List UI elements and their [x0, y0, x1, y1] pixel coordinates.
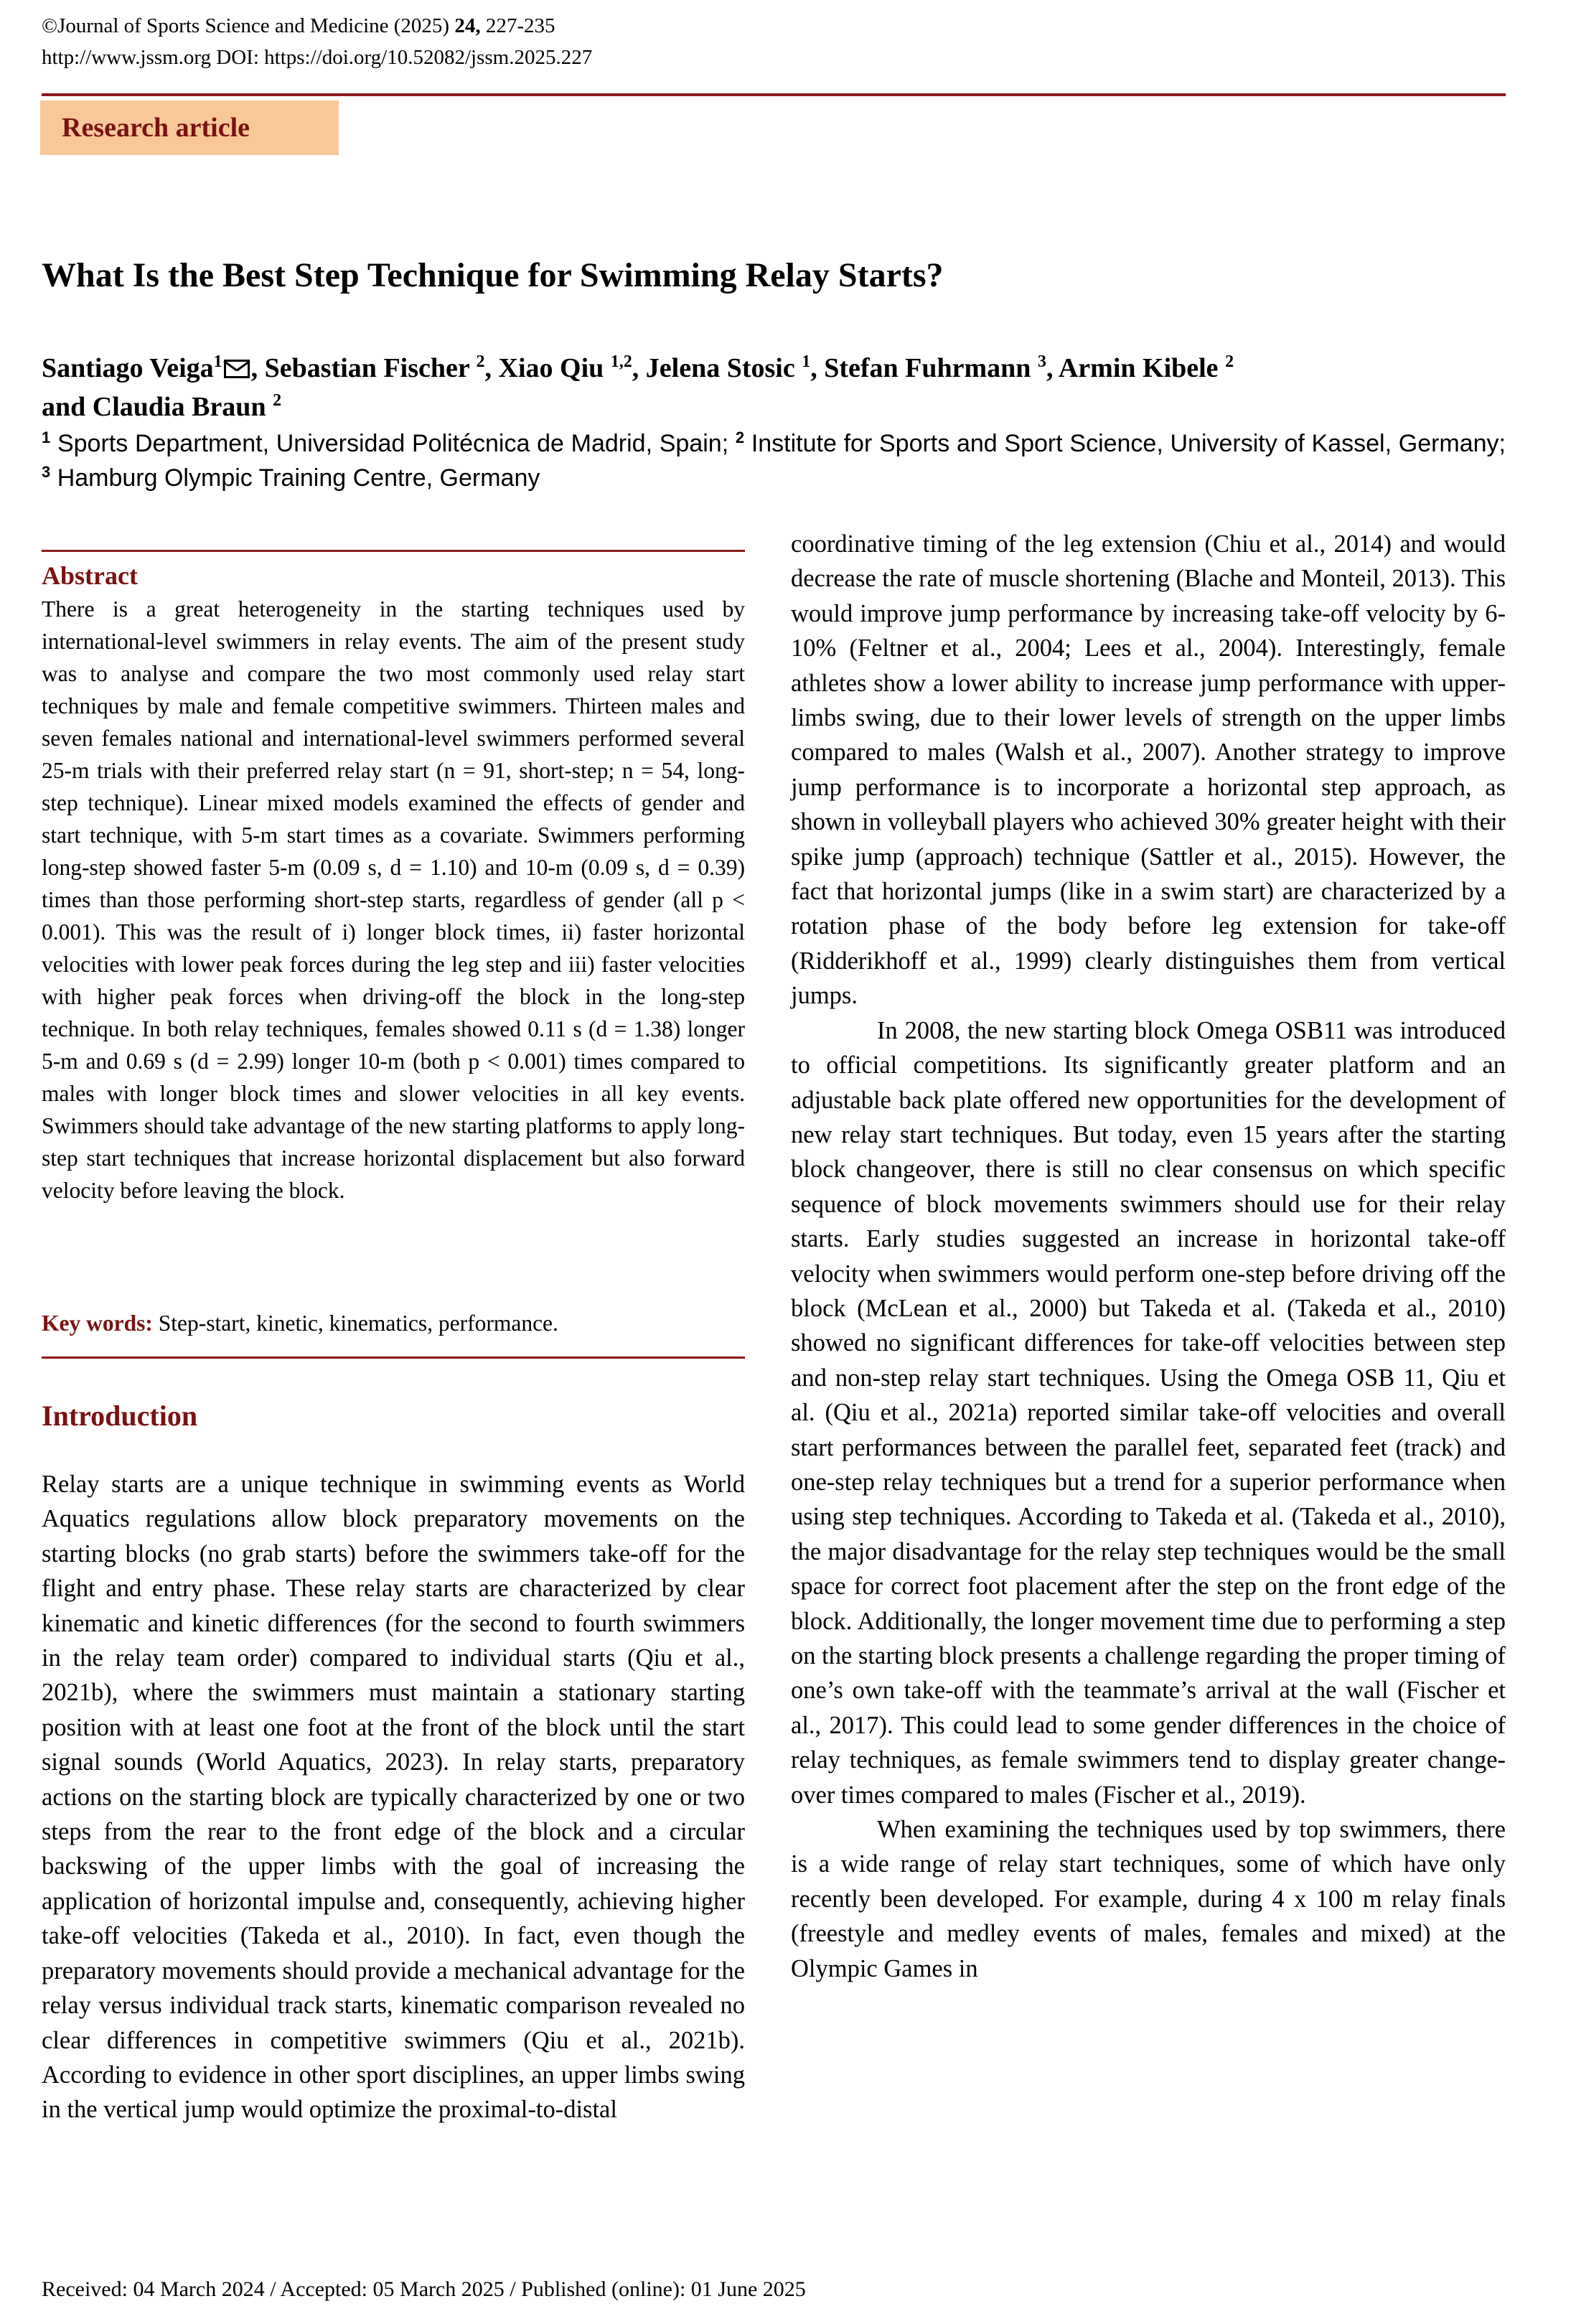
affiliations: [42, 426, 1506, 495]
author-affiliation-ref: 1: [802, 352, 811, 371]
abstract-bottom-rule: [42, 1357, 745, 1359]
author-affiliation-ref: 3: [1037, 352, 1046, 371]
right-column: [791, 527, 1506, 1986]
body-paragraph: Relay starts are a unique technique in swimming events as World Aquatics regulations allow block preparatory movements on the starting blocks (no grab starts) before the swimmers take-off for the flight and entry phase. These relay starts are characterized by clear kinematic and kinetic differences (for the second to fourth swimmers in the relay team order) compared to individual starts (Qiu et al., 2021b), where the swimmers must maintain a stationary starting position with at least one foot at the front of the block until the start signal sounds (World Aquatics, 2023). In relay starts, preparatory actions on the starting block are typically characterized by one or two steps from the rear to the front edge of the block and a circular backswing of the upper limbs with the goal of increasing the application of horizontal impulse and, consequently, achieving higher take-off velocities (Takeda et al., 2010). In fact, even though the preparatory movements should provide a mechanical advantage for the relay versus individual track starts, kinematic comparison revealed no clear differences in competitive swimmers (Qiu et al., 2021b). According to evidence in other sport disciplines, an upper limbs swing in the vertical jump would optimize the proximal-to-distal: [42, 1471, 745, 2124]
article-title: What Is the Best Step Technique for Swimming Relay Starts?: [42, 256, 944, 294]
author-affiliation-ref: 2: [1225, 352, 1234, 371]
affiliation-text: Hamburg Olympic Training Centre, Germany: [50, 464, 540, 492]
author-list: [42, 349, 1520, 426]
author-name: , Stefan Fuhrmann: [810, 353, 1038, 383]
author-name: , Sebastian Fischer: [250, 353, 477, 383]
author-affiliation-ref: 1,2: [610, 352, 632, 371]
body-paragraph: In 2008, the new starting block Omega OSB11 was introduced to official competitions. Its significantly greater platform and an adjustable back plate offered new opportunities for the development of new relay start techniques. But today, even 15 years after the starting block changeover, there is still no clear consensus on which specific sequence of block movements swimmers should use for their relay starts. Early studies suggested an increase in horizontal take-off velocity when swimmers would perform one-step before driving off the block (McLean et al., 2000) but Takeda et al. (Takeda et al., 2010) showed no significant differences for take-off velocities between step and non-step relay start techniques. Using the Omega OSB 11, Qiu et al. (Qiu et al., 2021a) reported similar take-off velocities and overall start performances between the parallel feet, separated feet (track) and one-step relay techniques but a trend for a superior performance when using step techniques. According to Takeda et al. (Takeda et al., 2010), the major disadvantage for the relay step techniques would be the small space for correct foot placement after the step on the front edge of the block. Additionally, the longer movement time due to performing a step on the starting block presents a challenge regarding the proper timing of one’s own take-off with the teammate’s arrival at the wall (Fischer et al., 2017). This could lead to some gender differences in the choice of relay techniques, as female swimmers tend to display greater change-over times compared to males (Fischer et al., 2019).: [791, 1016, 1506, 1809]
left-column: [42, 1467, 745, 2127]
keywords: [42, 1308, 558, 1339]
abstract-top-rule: [42, 550, 745, 552]
header-rule: [42, 93, 1506, 96]
body-paragraph: coordinative timing of the leg extension (Chiu et al., 2014) and would decrease the rate of muscle shortening (Blache and Monteil, 2013). This would improve jump performance by increasing take-off velocity by 6-10% (Feltner et al., 2004; Lees et al., 2004). Interestingly, female athletes show a lower ability to increase jump performance with upper-limbs swing, due to their lower levels of strength on the upper limbs compared to males (Walsh et al., 2007). Another strategy to improve jump performance is to incorporate a horizontal step approach, as shown in volleyball players who achieved 30% greater height with their spike jump (approach) technique (Sattler et al., 2015). However, the fact that horizontal jumps (like in a swim start) are characterized by a rotation phase of the body before leg extension for take-off (Ridderikhoff et al., 1999) clearly distinguishes them from vertical jumps.: [791, 530, 1506, 1010]
keywords-label: Key words:: [42, 1311, 153, 1336]
author-affiliation-ref: 2: [273, 391, 282, 410]
doi-line[interactable]: http://www.jssm.org DOI: https://doi.org/10.52082/jssm.2025.227: [42, 46, 593, 69]
envelope-icon[interactable]: [224, 360, 250, 378]
abstract-text: There is a great heterogeneity in the starting techniques used by international-level swimmers in relay events. The aim of the present study was to analyse and compare the two most commonly used relay start techniques by male and female competitive swimmers. Thirteen males and seven females national and international-level swimmers performed several 25-m trials with their preferred relay start (n = 91, short-step; n = 54, long-step technique). Linear mixed models examined the effects of gender and start technique, with 5-m start times as a covariate. Swimmers performing long-step showed faster 5-m (0.09 s, d = 1.10) and 10-m (0.09 s, d = 0.39) times than those performing short-step starts, regardless of gender (all p < 0.001). This was the result of i) longer block times, ii) faster horizontal velocities with lower peak forces during the leg step and iii) faster velocities with higher peak forces when driving-off the block in the long-step technique. In both relay techniques, females showed 0.11 s (d = 1.38) longer 5-m and 0.69 s (d = 2.99) longer 10-m (both p < 0.001) times compared to males with longer block times and slower velocities in all key events. Swimmers should take advantage of the new starting platforms to apply long-step start techniques that increase horizontal displacement but also forward velocity before leaving the block.: [42, 596, 745, 1203]
affiliation-number: 1: [42, 428, 51, 446]
author-name: , Xiao Qiu: [484, 353, 611, 383]
journal-citation: ©Journal of Sports Science and Medicine (2025) 24, 227-235: [42, 14, 555, 37]
author-name: Santiago Veiga: [42, 353, 214, 383]
affiliation-number: 2: [735, 428, 745, 446]
author-name: , Jelena Stosic: [632, 353, 802, 383]
author-affiliation-ref: 1: [213, 352, 222, 371]
author-affiliation-ref: 2: [476, 352, 485, 371]
article-type-badge: Research article: [40, 100, 339, 155]
affiliation-text: Sports Department, Universidad Politécnica de Madrid, Spain;: [50, 430, 736, 457]
journal-header: [42, 10, 592, 73]
section-heading-introduction: Introduction: [42, 1400, 198, 1432]
author-name: , Armin Kibele: [1046, 353, 1226, 383]
body-paragraph: When examining the techniques used by top swimmers, there is a wide range of relay start techniques, some of which have only recently been developed. For example, during 4 x 100 m relay finals (freestyle and medley events of males, females and mixed) at the Olympic Games in: [791, 1816, 1506, 1982]
abstract-heading: Abstract: [42, 561, 138, 590]
publication-dates: Received: 04 March 2024 / Accepted: 05 March 2025 / Published (online): 01 June 2025: [42, 2277, 806, 2301]
affiliation-text: Institute for Sports and Sport Science, University of Kassel, Germany;: [744, 430, 1506, 457]
keywords-text: Step-start, kinetic, kinematics, performance.: [152, 1311, 558, 1336]
affiliation-number: 3: [42, 463, 51, 481]
author-name: and Claudia Braun: [42, 392, 273, 422]
